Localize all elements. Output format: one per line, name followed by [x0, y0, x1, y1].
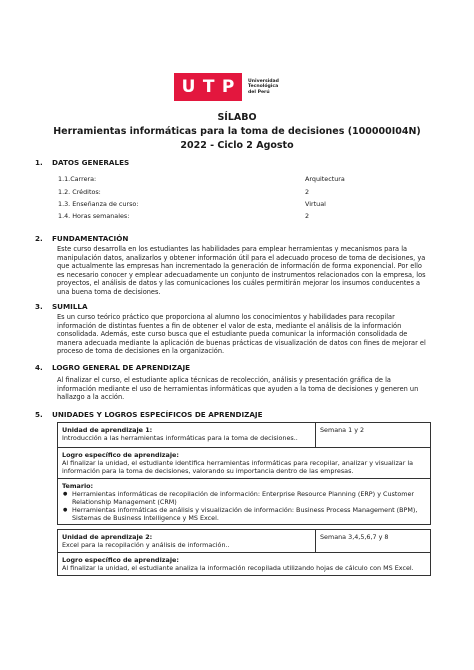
- logo-letter: U: [181, 77, 196, 97]
- section-title: FUNDAMENTACIÓN: [52, 234, 129, 243]
- section-number: 4.: [35, 363, 43, 372]
- utp-logo: [174, 73, 279, 101]
- text-line: manera adecuada mediante la aplicación de buenas prácticas de visualización de datos con fines de mejorar el: [57, 338, 426, 347]
- logo-letter: P: [221, 77, 235, 97]
- text-line: información de distintas fuentes a fin de obtener el valor de esta, mediante el análisis de la información: [57, 321, 402, 330]
- utp-logo-mark: [174, 73, 242, 101]
- logo-line: Tecnológica: [248, 84, 279, 90]
- logro-title: Logro específico de aprendizaje:: [62, 451, 179, 459]
- unit-2-logro-cell: [57, 552, 431, 576]
- section-number: 2.: [35, 234, 43, 243]
- unit-1-logro-cell: [57, 447, 431, 479]
- datos-label: 1.2. Créditos:: [58, 188, 101, 196]
- text-line: ● Herramientas informáticas de recopilación de información: Enterprise Resource Planning (ERP) y Customer: [72, 490, 415, 498]
- text-line: proceso de toma de decisiones en la organización.: [57, 347, 225, 356]
- datos-value: Virtual: [305, 200, 326, 208]
- datos-label: 1.4. Horas semanales:: [58, 212, 130, 220]
- logro-title: Logro específico de aprendizaje:: [62, 556, 179, 564]
- text-line: ● Herramientas informáticas de análisis y visualización de información: Business Process Management (BPM),: [72, 506, 418, 514]
- unit-title: Unidad de aprendizaje 1:: [62, 426, 153, 434]
- section-number: 1.: [35, 158, 43, 167]
- text-line: una buena toma de decisiones.: [57, 287, 161, 296]
- text-line: Relationship Management (CRM): [72, 498, 177, 506]
- course-period: 2022 - Ciclo 2 Agosto: [180, 139, 294, 151]
- fundamentacion-text: [57, 245, 429, 297]
- logo-letter: T: [202, 77, 215, 97]
- section-title: LOGRO GENERAL DE APRENDIZAJE: [52, 363, 191, 372]
- section-heading-sumilla: [35, 302, 88, 311]
- temario-item: [62, 490, 426, 506]
- document-title: [0, 111, 474, 152]
- logro-text: [57, 376, 429, 402]
- unit-1-weeks-cell: [315, 422, 431, 448]
- section-heading-fundamentacion: [35, 234, 128, 243]
- unit-subtitle: Excel para la recopilación y análisis de información..: [62, 541, 230, 549]
- section-title: UNIDADES Y LOGROS ESPECÍFICOS DE APRENDIZAJE: [52, 410, 263, 419]
- section-title: SUMILLA: [52, 302, 88, 311]
- section-number: 3.: [35, 302, 43, 311]
- unit-1-title-cell: [57, 422, 316, 448]
- text-line: proyectos, el análisis de datos y las comunicaciones los cuáles permitirán mejorar los insumos conducentes a: [57, 279, 421, 288]
- datos-value: Arquitectura: [305, 175, 345, 183]
- text-line: Es un curso teórico práctico que proporciona al alumno los conocimientos y habilidades para recopilar: [57, 313, 395, 321]
- temario-list: [62, 490, 426, 522]
- unit-2-weeks-cell: [315, 529, 431, 553]
- unit-weeks: Semana 1 y 2: [320, 426, 365, 434]
- text-line: Al finalizar la unidad, el estudiante identifica herramientas informáticas para recopilar, analizar y visualizar la: [62, 459, 414, 467]
- unit-1-temario-cell: [57, 478, 431, 525]
- utp-logo-text: [248, 79, 279, 95]
- unit-2-title-cell: [57, 529, 316, 553]
- logo-line: Universidad: [248, 78, 279, 84]
- section-heading-datos: [35, 158, 129, 167]
- temario-title: Temario:: [62, 482, 94, 490]
- text-line: información mediante el uso de herramientas informáticas que ayuden a la toma de decisiones y generen un: [57, 384, 419, 393]
- text-line: hallazgo a la acción.: [57, 393, 125, 402]
- course-title: Herramientas informáticas para la toma de decisiones (100000I04N): [53, 126, 421, 137]
- sumilla-text: [57, 313, 429, 356]
- unit-weeks: Semana 3,4,5,6,7 y 8: [320, 533, 389, 541]
- unit-title: Unidad de aprendizaje 2:: [62, 533, 153, 541]
- text-line: consolidada. Además, este curso busca que el estudiante pueda comunicar la información consolidada de: [57, 330, 408, 339]
- datos-value: 2: [305, 212, 310, 220]
- text-line: información para la toma de decisiones, valorando su importancia dentro de las empresas.: [62, 467, 354, 475]
- text-line: Al finalizar el curso, el estudiante aplica técnicas de recolección, análisis y presentación gráfica de la: [57, 376, 391, 384]
- text-line: es necesario conocer y emplear adecuadamente un conjunto de instrumentos relacionados con la empresa, los: [57, 270, 426, 279]
- temario-item: [62, 506, 426, 522]
- datos-value: 2: [305, 188, 310, 196]
- text-line: que actualmente las empresas han incrementado la generación de información de forma exponencial. Por ello: [57, 262, 422, 271]
- section-heading-unidades: [35, 410, 263, 419]
- text-line: manipulación datos, analizarlos y obtener información útil para el adecuado proceso de toma de decisiones, ya: [57, 253, 426, 262]
- section-number: 5.: [35, 410, 43, 419]
- logo-line: del Perú: [248, 89, 270, 95]
- section-title: DATOS GENERALES: [52, 158, 130, 167]
- datos-label: 1.1.Carrera:: [58, 175, 97, 183]
- text-line: Al finalizar la unidad, el estudiante analiza la información recopilada utilizando hojas de cálculo con MS Excel.: [62, 564, 414, 572]
- doc-type: SÍLABO: [217, 112, 257, 123]
- text-line: Sistemas de Business Intelligence y MS Excel.: [72, 514, 219, 522]
- unit-subtitle: Introducción a las herramientas informáticas para la toma de decisiones..: [62, 434, 298, 442]
- datos-label: 1.3. Enseñanza de curso:: [58, 200, 139, 208]
- text-line: Este curso desarrolla en los estudiantes las habilidades para emplear herramientas y mecanismos para la: [57, 245, 408, 253]
- section-heading-logro: [35, 363, 190, 372]
